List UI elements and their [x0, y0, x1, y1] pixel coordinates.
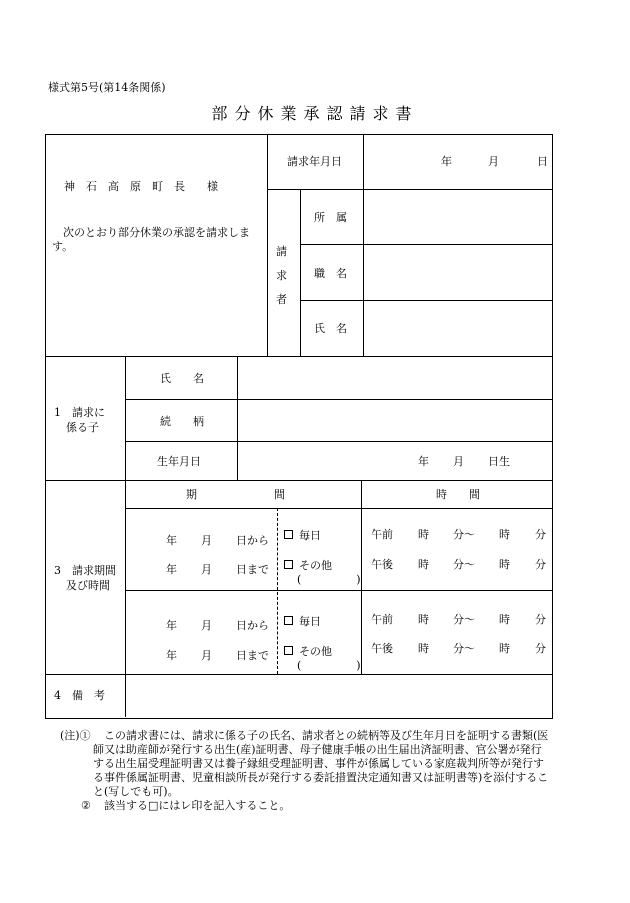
- period2-from-month: 月: [201, 619, 212, 632]
- note1-line5: と(写しでも可)。: [93, 785, 179, 798]
- note2-mark: ②: [81, 799, 91, 812]
- time2-pm-end-hour: 時: [499, 642, 510, 655]
- note1-line1: この請求書には、請求に係る子の氏名、請求者との続柄等及び生年月日を証明する書類(医: [104, 729, 549, 742]
- time2-pm-end-min: 分: [535, 642, 546, 655]
- child-name-label: 氏 名: [160, 372, 204, 385]
- affiliation-label: 所 属: [314, 211, 347, 224]
- period2-from-year: 年: [166, 619, 177, 632]
- time1-am-end-hour: 時: [499, 528, 510, 541]
- period2-to-month: 月: [201, 649, 212, 662]
- period1-other-paren: ( ): [297, 573, 361, 586]
- birthdate-month: 月: [453, 455, 464, 468]
- section3-label-line1: 3 請求期間: [54, 564, 116, 577]
- time1-pm-start-hour: 時: [418, 558, 429, 571]
- request-date-label: 請求年月日: [287, 155, 342, 168]
- period1-to-month: 月: [201, 563, 212, 576]
- period1-daily-checkbox[interactable]: [284, 530, 293, 539]
- request-date-field[interactable]: [364, 135, 551, 189]
- remarks-label: 4 備 考: [54, 689, 105, 702]
- period1-from-month: 月: [201, 534, 212, 547]
- time2-am-start-hour: 時: [418, 613, 429, 626]
- child-birthdate-field[interactable]: [238, 442, 551, 480]
- time2-am-end-min: 分: [535, 613, 546, 626]
- note1-mark: (注)①: [60, 729, 91, 742]
- period2-other-paren: ( ): [297, 659, 361, 672]
- period2-daily-checkbox[interactable]: [284, 616, 293, 625]
- request-date-year: 年: [441, 155, 452, 168]
- time1-pm-start-min: 分～: [453, 558, 475, 571]
- section1-label-line2: 係る子: [66, 421, 99, 434]
- child-relation-label: 続 柄: [160, 415, 204, 428]
- period1-other-checkbox[interactable]: [284, 560, 293, 569]
- time1-am-label: 午前: [371, 528, 393, 541]
- period1-from-year: 年: [166, 534, 177, 547]
- time1-am-start-hour: 時: [418, 528, 429, 541]
- time-header: 時 間: [436, 488, 480, 501]
- time1-pm-end-hour: 時: [499, 558, 510, 571]
- requester-name-field[interactable]: [364, 301, 551, 356]
- time2-am-end-hour: 時: [499, 613, 510, 626]
- period2-other-label: その他: [299, 645, 332, 658]
- requester-name-label: 氏 名: [314, 322, 347, 335]
- period1-to-label: 日まで: [236, 563, 269, 576]
- requester-label: 請求者: [276, 245, 287, 306]
- time2-pm-label: 午後: [371, 642, 393, 655]
- note2-text: 該当する□にはレ印を記入すること。: [104, 799, 291, 812]
- period1-from-label: 日から: [236, 534, 269, 547]
- time2-pm-start-hour: 時: [418, 642, 429, 655]
- position-field[interactable]: [364, 245, 551, 300]
- note1-line4: る事件係属証明書、児童相談所長が発行する委託措置決定通知書又は証明書等)を添付するこ: [93, 771, 549, 784]
- period2-daily-label: 毎日: [299, 615, 321, 628]
- time2-pm-start-min: 分～: [453, 642, 475, 655]
- note1-line3: する出生届受理証明書又は養子縁組受理証明書、事件が係属している家庭裁判所等が発行す: [93, 757, 544, 770]
- section1-label-line1: 1 請求に: [54, 406, 105, 419]
- birthdate-day: 日生: [488, 455, 510, 468]
- period2-other-checkbox[interactable]: [284, 646, 293, 655]
- time1-am-start-min: 分～: [453, 528, 475, 541]
- child-birthdate-label: 生年月日: [157, 455, 201, 468]
- period1-daily-label: 毎日: [299, 529, 321, 542]
- time1-pm-label: 午後: [371, 558, 393, 571]
- child-relation-field[interactable]: [238, 400, 551, 441]
- page-title: 部分休業承認請求書: [211, 104, 419, 123]
- time2-am-start-min: 分～: [453, 613, 475, 626]
- remarks-field[interactable]: [126, 675, 551, 717]
- period1-to-year: 年: [166, 563, 177, 576]
- period2-to-year: 年: [166, 649, 177, 662]
- form-number: 様式第5号(第14条関係): [48, 81, 166, 94]
- request-date-month: 月: [488, 155, 499, 168]
- affiliation-field[interactable]: [364, 190, 551, 244]
- birthdate-year: 年: [418, 455, 429, 468]
- position-label: 職 名: [314, 267, 347, 280]
- request-date-day: 日: [537, 155, 548, 168]
- note1-line2: 師又は助産師が発行する出生(産)証明書、母子健康手帳の出生届出済証明書、官公署が発行: [93, 743, 542, 756]
- intro-text: 次のとおり部分休業の承認を請求します。: [52, 226, 250, 253]
- time1-am-end-min: 分: [535, 528, 546, 541]
- time2-am-label: 午前: [371, 613, 393, 626]
- period2-from-label: 日から: [236, 619, 269, 632]
- addressee: 神 石 高 原 町 長 様: [64, 180, 218, 193]
- period2-to-label: 日まで: [236, 649, 269, 662]
- time1-pm-end-min: 分: [535, 558, 546, 571]
- child-name-field[interactable]: [238, 357, 551, 399]
- period-header: 期 間: [186, 488, 285, 501]
- period1-other-label: その他: [299, 559, 332, 572]
- section3-label-line2: 及び時間: [66, 579, 110, 592]
